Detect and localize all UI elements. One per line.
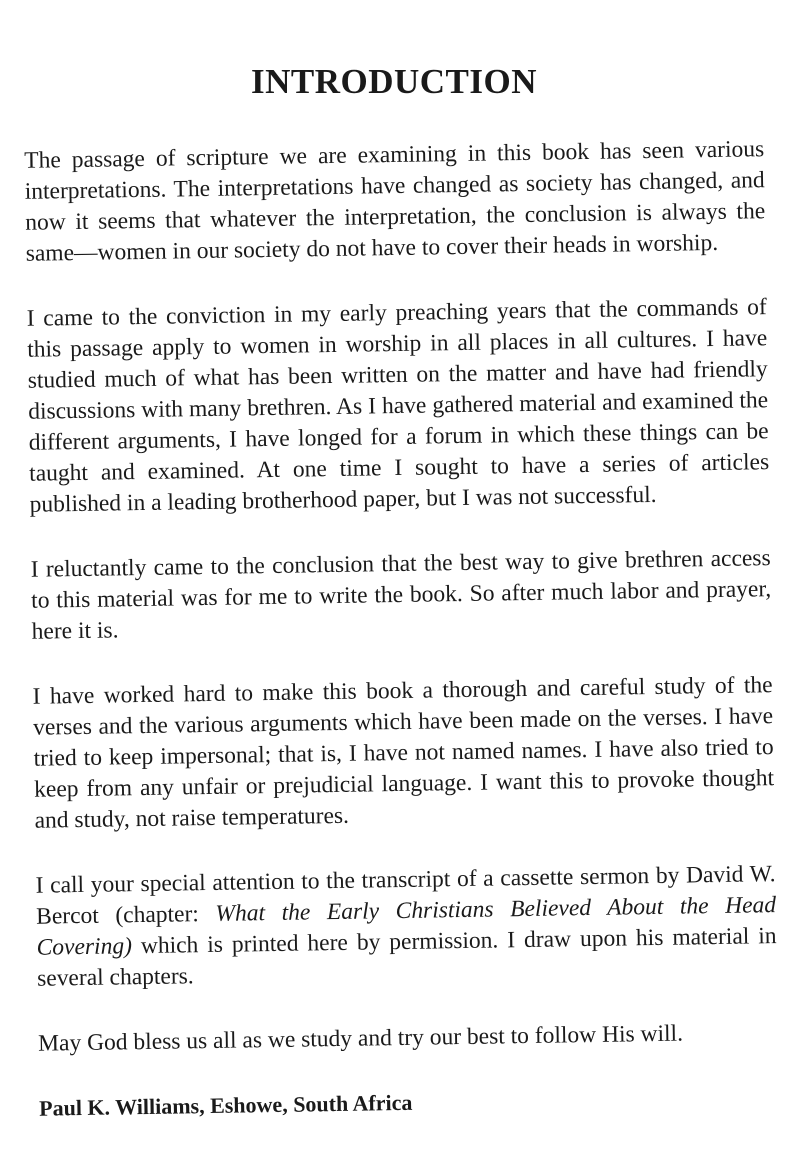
paragraph-5 bbox=[35, 859, 777, 995]
author-signature: Paul K. Williams, Eshowe, South Africa bbox=[38, 1089, 413, 1121]
introduction-body bbox=[24, 134, 779, 1124]
paragraph-3: I reluctantly came to the conclusion that the best way to give brethren access to this material was for me to write the book. So after much labor and prayer, here it is. bbox=[30, 545, 772, 645]
paragraph-2: I came to the conviction in my early preaching years that the commands of this passage apply to women in worship in all places in all cultures. I have studied much of what has been written on the matter and have had friendly discussions with many brethren. As I have gathered material and examined the different arguments, I have longed for a forum in which these things can be taught and examined. At one time I sought to have a series of articles published in a leading brotherhood paper, but I was not successful. bbox=[26, 294, 770, 518]
page-title: INTRODUCTION bbox=[250, 62, 538, 101]
chapter-title-reference: What the Early Christians Believed About the Head Covering) bbox=[36, 892, 777, 961]
paragraph-4: I have worked hard to make this book a thorough and careful study of the verses and the various arguments which have been made on the verses. I have tried to keep impersonal; that is, I have not named names. I have also tried to keep from any unfair or prejudicial language. I want this to provoke thought and study, not raise temperatures. bbox=[32, 672, 775, 834]
paragraph-5-text-before: I call your special attention to the transcript of a cassette sermon by David W. Bercot (chapter: bbox=[35, 861, 776, 930]
paragraph-5-text-after: which is printed here by permission. I draw upon his material in several chapters. bbox=[36, 923, 777, 992]
closing-blessing: May God bless us all as we study and try our best to follow His will. bbox=[37, 1020, 684, 1057]
paragraph-1: The passage of scripture we are examining in this book has seen various interpretations. The interpretations have changed as society has changed, and now it seems that whatever the interpretation, the conclusion is always the same—women in our society do not have to cover their heads in worship. bbox=[24, 136, 766, 267]
